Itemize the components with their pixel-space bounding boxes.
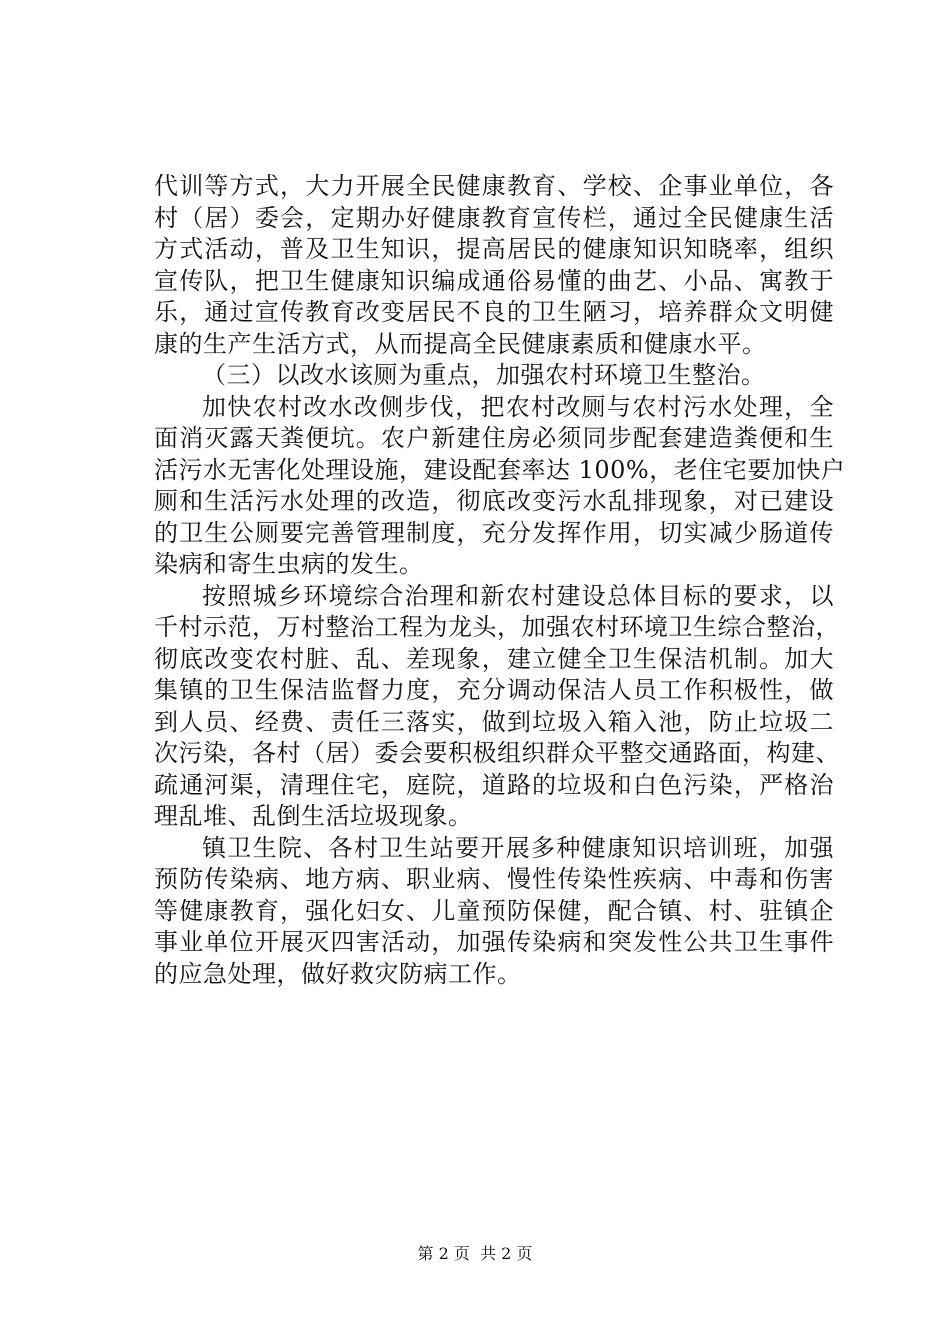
text-line: 乐，通过宣传教育改变居民不良的卫生陋习，培养群众文明健 <box>154 298 834 326</box>
text-line: 千村示范，万村整治工程为龙头，加强农村环境卫生综合整治， <box>154 613 840 641</box>
text-line: 康的生产生活方式，从而提高全民健康素质和健康水平。 <box>154 329 767 358</box>
text-line: 彻底改变农村脏、乱、差现象，建立健全卫生保洁机制。加大 <box>154 644 834 673</box>
text-line: 按照城乡环境综合治理和新农村建设总体目标的要求，以 <box>202 581 834 610</box>
text-line: 镇卫生院、各村卫生站要开展多种健康知识培训班，加强 <box>202 833 834 862</box>
text-line: 理乱堆、乱倒生活垃圾现象。 <box>154 802 473 830</box>
text-line: 村（居）委会，定期办好健康教育宣传栏，通过全民健康生活 <box>154 203 834 232</box>
text-line: 活污水无害化处理设施，建设配套率达 100%，老住宅要加快户 <box>154 455 846 484</box>
text-line: 的卫生公厕要完善管理制度，充分发挥作用，切实减少肠道传 <box>154 518 834 547</box>
text-line: 集镇的卫生保洁监督力度，充分调动保洁人员工作积极性，做 <box>154 676 834 704</box>
text-line: 事业单位开展灭四害活动，加强传染病和突发性公共卫生事件 <box>154 928 834 956</box>
section-heading: （三）以改水该厕为重点，加强农村环境卫生整治。 <box>202 361 766 389</box>
document-body <box>154 171 846 990</box>
text-line: 的应急处理，做好救灾防病工作。 <box>154 959 522 988</box>
page-footer <box>0 1243 950 1265</box>
text-line: 预防传染病、地方病、职业病、慢性传染性疾病、中毒和伤害 <box>154 865 834 893</box>
text-line: 宣传队，把卫生健康知识编成通俗易懂的曲艺、小品、寓教于 <box>154 266 834 295</box>
text-line: 加快农村改水改侧步伐，把农村改厕与农村污水处理，全 <box>202 392 834 421</box>
text-line: 次污染，各村（居）委会要积极组织群众平整交通路面，构建、 <box>154 739 840 767</box>
text-line: 方式活动，普及卫生知识，提高居民的健康知识知晓率，组织 <box>154 235 834 263</box>
text-line: 疏通河渠，清理住宅，庭院，道路的垃圾和白色污染，严格治 <box>154 770 834 799</box>
text-line: 到人员、经费、责任三落实，做到垃圾入箱入池，防止垃圾二 <box>154 707 834 736</box>
text-line: 厕和生活污水处理的改造，彻底改变污水乱排现象，对已建设 <box>154 487 834 515</box>
text-line: 染病和寄生虫病的发生。 <box>154 550 424 578</box>
text-line: 等健康教育，强化妇女、儿童预防保健，配合镇、村、驻镇企 <box>154 896 834 925</box>
page-number: 第 2 页 共 2 页 <box>417 1244 533 1263</box>
text-line: 面消灭露天粪便坑。农户新建住房必须同步配套建造粪便和生 <box>154 424 834 452</box>
text-line: 代训等方式，大力开展全民健康教育、学校、企事业单位，各 <box>154 172 834 200</box>
